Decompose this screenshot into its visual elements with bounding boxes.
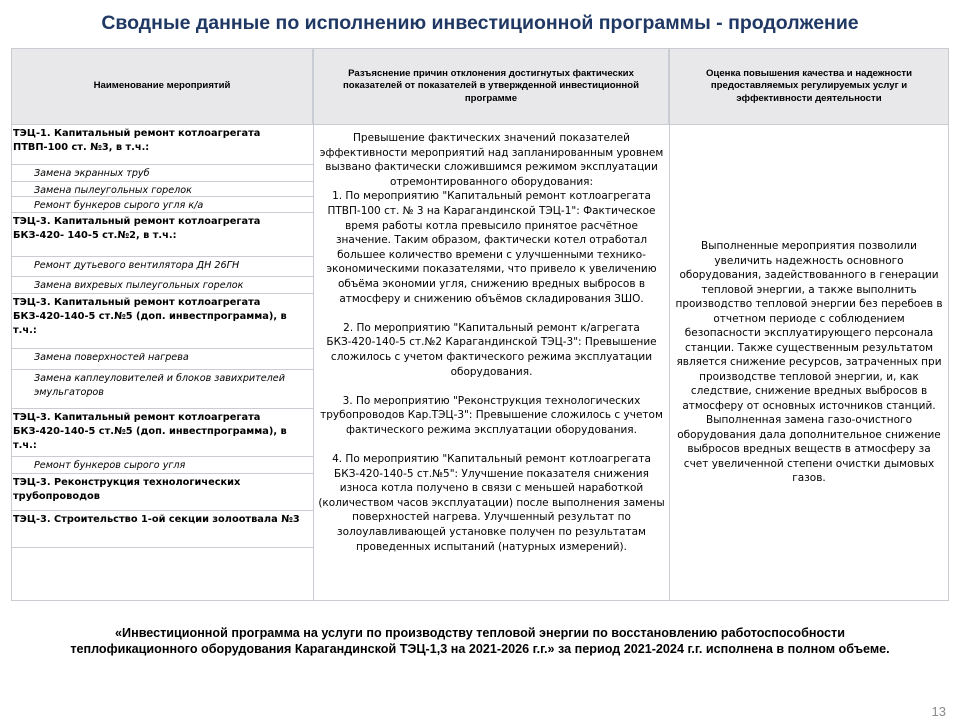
- activity-row: ТЭЦ-3. Капитальный ремонт котлоагрегата БКЗ-420- 140-5 ст.№2, в т.ч.:: [12, 213, 314, 257]
- page-number: 13: [931, 704, 946, 719]
- header-explanation: Разъяснение причин отклонения достигнутых фактических показателей от показателей в утвержденной инвестиционной программе: [313, 48, 669, 125]
- activity-subrow: Замена поверхностей нагрева: [12, 349, 314, 370]
- explanation-item-4: 4. По мероприятию "Капитальный ремонт котлоагрегата БКЗ-420-140-5 ст.№5": Улучшение показателя снижения износа котла получено в связи с меньшей наработкой (количеством часов эксплуатации) после выполнения замены поверхностей нагрева. Улучшенный результат по золоулавливающей установке получен по результатам проведенных испытаний (натурных измерений).: [318, 453, 665, 553]
- conclusion-line-1: «Инвестиционной программа на услуги по производству тепловой энергии по восстановлению работоспособности: [115, 626, 845, 640]
- activities-column: [11, 125, 313, 601]
- activity-row: ТЭЦ-3. Строительство 1-ой секции золоотвала №3: [12, 511, 314, 548]
- activity-subrow: Замена каплеуловителей и блоков завихрителей эмульгаторов: [12, 370, 314, 409]
- activity-subrow: Ремонт бункеров сырого угля: [12, 457, 314, 474]
- activity-row: ТЭЦ-3. Капитальный ремонт котлоагрегата БКЗ-420-140-5 ст.№5 (доп. инвестпрограмма), в т.ч.:: [12, 409, 314, 457]
- explanation-item-1: 1. По мероприятию "Капитальный ремонт котлоагрегата ПТВП-100 ст. № 3 на Карагандинской ТЭЦ-1": Фактическое время работы котла превысило принятое расчётное значение. Таким образом, фактически котел отработал большее количество времени с улучшенными технико-экономическими показателями, что привело к увеличению объёма экономии угля, снижению вредных выбросов в атмосферу и снижению объёмов складирования ЗШО.: [326, 190, 657, 305]
- explanation-item-3: 3. По мероприятию "Реконструкция технологических трубопроводов Кар.ТЭЦ-3": Превышение сложилось с учетом фактического режима эксплуатации оборудования.: [320, 394, 663, 436]
- activity-subrow: Ремонт бункеров сырого угля к/а: [12, 197, 314, 213]
- header-activities: Наименование мероприятий: [11, 48, 313, 125]
- conclusion-text: [0, 625, 960, 657]
- explanation-intro: Превышение фактических значений показателей эффективности мероприятий над запланированным уровнем вызвано фактически сложившимся режимом эксплуатации отремонтированного оборудования:: [319, 132, 664, 188]
- page-title: Сводные данные по исполнению инвестиционной программы - продолжение: [101, 12, 859, 34]
- activity-subrow: Ремонт дутьевого вентилятора ДН 26ГН: [12, 257, 314, 277]
- conclusion-line-2: теплофикационного оборудования Карагандинской ТЭЦ-1,3 на 2021-2026 г.г.» за период 2021-2024 г.г. исполнена в полном объеме.: [70, 642, 890, 656]
- activity-row: ТЭЦ-3. Капитальный ремонт котлоагрегата БКЗ-420-140-5 ст.№5 (доп. инвестпрограмма), в т.ч.:: [12, 294, 314, 349]
- investment-table: [11, 48, 949, 601]
- assessment-text: Выполненные мероприятия позволили увеличить надежность основного оборудования, задействованного в генерации тепловой энергии, а также выполнить производство тепловой энергии без перебоев в отчетном периоде с соблюдением безопасности эксплуатирующего персонала станции. Также существенным результатом является снижение ресурсов, затраченных при производстве тепловой энергии, и, как следствие, снижение вредных выбросов в атмосферу от основных источников станций. Выполненная замена газо-очистного оборудования дала дополнительное снижение выбросов вредных веществ в атмосферу за счет увеличенной степени очистки дымовых газов.: [675, 240, 943, 485]
- header-assessment: Оценка повышения качества и надежности предоставляемых регулируемых услуг и эффективности деятельности: [669, 48, 949, 125]
- activity-row: ТЭЦ-1. Капитальный ремонт котлоагрегата ПТВП-100 ст. №3, в т.ч.:: [12, 125, 314, 165]
- explanation-cell: [313, 125, 669, 601]
- activity-row: ТЭЦ-3. Реконструкция технологических трубопроводов: [12, 474, 314, 511]
- activity-subrow: Замена пылеугольных горелок: [12, 182, 314, 197]
- activity-subrow: Замена экранных труб: [12, 165, 314, 182]
- activity-subrow: Замена вихревых пылеугольных горелок: [12, 277, 314, 294]
- activity-row-empty: [12, 548, 314, 601]
- assessment-cell: [669, 125, 949, 601]
- explanation-item-2: 2. По мероприятию "Капитальный ремонт к/агрегата БКЗ-420-140-5 ст.№2 Карагандинской ТЭЦ-3": Превышение сложилось с учетом фактического режима эксплуатации оборудования.: [326, 321, 657, 378]
